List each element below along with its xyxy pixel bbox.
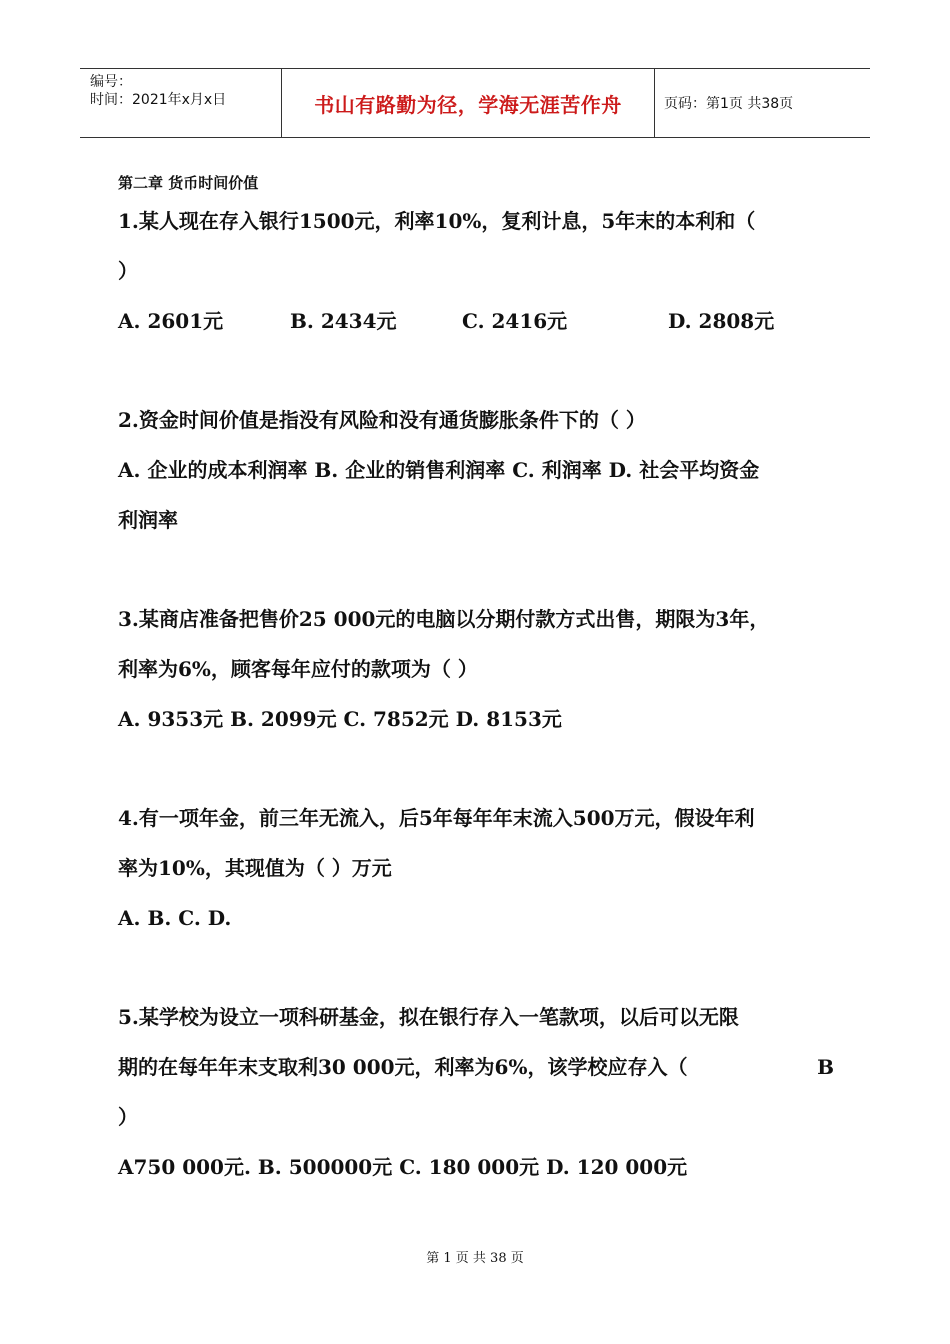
question-5-line-2 [118,1042,848,1092]
header-meta [80,69,280,137]
question-3-options: A. 9353元 B. 2099元 C. 7852元 D. 8153元 [118,707,562,731]
question-5-line-1: 5.某学校为设立一项科研基金，拟在银行存入一笔款项，以后可以无限 [118,1005,739,1029]
question-5-line-3: ） [118,1105,138,1129]
question-4-options: A. B. C. D. [118,906,232,930]
question-2 [118,395,848,545]
question-3 [118,594,848,744]
question-5-answer: B [817,1055,834,1079]
chapter-title: 第二章 货币时间价值 [118,174,259,192]
question-5-options: A750 000元. B. 500000元 C. 180 000元 D. 120 000元 [118,1155,688,1179]
question-1-options [118,296,848,346]
question-3-line-1: 3.某商店准备把售价25 000元的电脑以分期付款方式出售，期限为3年， [118,607,770,631]
question-3-line-2: 利率为6%，顾客每年应付的款项为（ ） [118,657,478,681]
question-5 [118,992,848,1192]
time-label: 时间：2021年x月x日 [90,92,227,108]
question-1-line-2: ） [118,259,138,283]
page-footer: 第 1 页 共 38 页 [426,1251,524,1266]
question-4 [118,793,848,943]
option-d: D. 2808元 [668,309,775,333]
question-1 [118,196,848,346]
question-4-line-2: 率为10%，其现值为（ ）万元 [118,856,392,880]
option-a: A. 2601元 [118,309,224,333]
number-label: 编号： [90,74,132,90]
question-5-line-2-text: 期的在每年年末支取利30 000元，利率为6%，该学校应存入（ [118,1055,688,1079]
header-page-info: 页码：第1页 共38页 [664,96,794,112]
option-c: C. 2416元 [462,309,568,333]
option-b: B. 2434元 [290,309,397,333]
header-motto: 书山有路勤为径，学海无涯苦作舟 [281,69,655,137]
page-header [80,68,870,138]
question-list [118,196,848,1192]
question-1-line-1: 1.某人现在存入银行1500元，利率10%，复利计息，5年末的本利和（ [118,209,756,233]
question-2-options-line-2: 利润率 [118,508,178,532]
question-4-line-1: 4.有一项年金，前三年无流入，后5年每年年末流入500万元，假设年利 [118,806,755,830]
question-2-options-line-1: A. 企业的成本利润率 B. 企业的销售利润率 C. 利润率 D. 社会平均资金 [118,458,760,482]
question-2-line-1: 2.资金时间价值是指没有风险和没有通货膨胀条件下的（ ） [118,408,646,432]
